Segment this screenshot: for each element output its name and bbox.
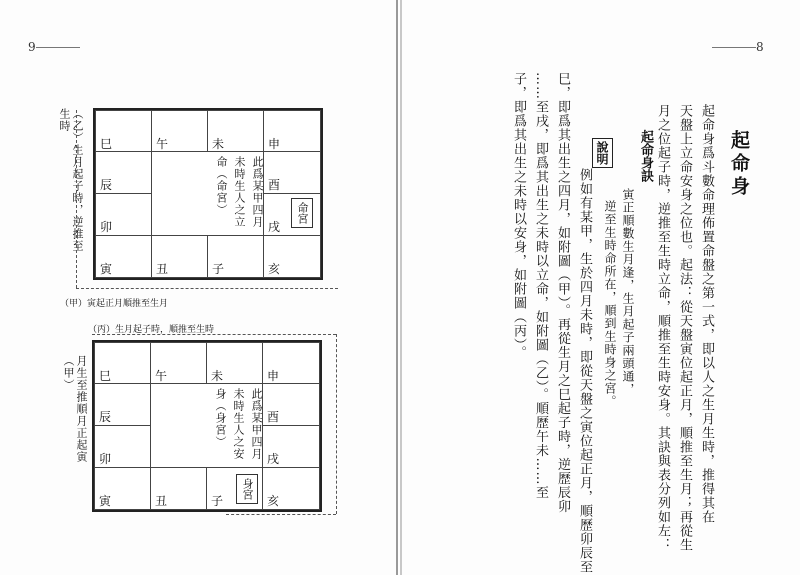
cell-zi: 子 [207, 235, 264, 278]
cell-yin: 寅 [94, 467, 151, 510]
explain-label: 說明 [592, 138, 613, 168]
para2-col2: 巳，即爲其出生之四月，如附圖（甲）。再從生月之巳起子時，逆歷辰卯 [555, 72, 570, 514]
cell-wei: 未 [207, 110, 264, 152]
top-chart-side-arrow [76, 110, 77, 288]
top-chart-note-3: 命（命宮） [215, 156, 228, 216]
cell-wu: 午 [150, 342, 207, 384]
chart-top [93, 108, 323, 280]
bottom-chart-side-caption: 月生至推順月正起寅（甲） [62, 355, 88, 463]
top-chart-note-1: 此爲某甲四月 [251, 156, 264, 228]
bottom-chart-note-2: 未時生人之安 [232, 388, 245, 460]
bottom-chart-side-arrow [336, 334, 337, 514]
bottom-chart-top-arrow [92, 334, 336, 335]
cell-mao: 卯 [94, 425, 151, 468]
cell-si: 巳 [94, 342, 151, 384]
cell-zi: 子 [206, 467, 263, 510]
verse-heading: 起命身訣 [638, 130, 653, 182]
chart-bottom [92, 340, 322, 512]
ming-gong-label: 命宮 [291, 198, 313, 228]
cell-yin: 寅 [95, 235, 152, 278]
cell-chou: 丑 [151, 235, 208, 278]
cell-xu: 戌 [262, 425, 320, 468]
bottom-chart-bottom-arrow [226, 514, 336, 515]
spine-shadow-left [396, 0, 398, 575]
bottom-chart-note-3: 身（身宮） [214, 388, 227, 448]
page-number-left: 9 [28, 40, 80, 54]
verse-line-2: 逆至生時命所在，順到生時身之宮。 [603, 200, 617, 408]
cell-hai: 亥 [262, 467, 320, 510]
bottom-chart-top-caption: （丙）生月起子時，順推至生時 [88, 325, 215, 335]
cell-you: 酉 [262, 383, 320, 426]
top-chart-bottom-arrow [76, 288, 338, 289]
cell-si: 巳 [95, 110, 152, 152]
top-chart-note-2: 未時生人之立 [233, 156, 246, 228]
page-number-right: 8 [712, 40, 764, 54]
para2-col4: 子，即爲其出生之未時以安身，如附圖（丙）。 [511, 72, 526, 360]
cell-chen: 辰 [94, 383, 151, 426]
cell-mao: 卯 [95, 193, 152, 236]
para2-col3: ……至戌，即爲其出生之未時以立命，如附圖（乙）。順歷午未……至 [533, 72, 548, 500]
cell-xu: 戌 [263, 193, 321, 236]
left-page [0, 0, 398, 575]
para1-col3: 月之位起子時，逆推至生時立命，順推至生時安身。其訣與表分列如左： [655, 104, 670, 552]
verse-line-1: 寅正順數生月逢，生月起子兩頭通， [621, 188, 635, 396]
top-chart-bottom-caption: （甲）寅起正月順推至生月 [60, 299, 169, 309]
cell-chen: 辰 [95, 151, 152, 194]
cell-you: 酉 [263, 151, 321, 194]
bottom-chart-note-1: 此爲某甲四月 [250, 388, 263, 460]
cell-wu: 午 [151, 110, 208, 152]
top-chart-side-caption: （乙）生月起子時，逆推至生時 [58, 108, 84, 252]
para1-col1: 起命身爲斗數命理佈置命盤之第一式，即以人之生月生時，推得其在 [699, 104, 714, 524]
cell-hai: 亥 [263, 235, 321, 278]
para2-col1: 例如有某甲，生於四月未時，即從天盤之寅位起正月，順歷卯辰至 [577, 168, 592, 574]
cell-shen: 申 [263, 110, 321, 152]
right-page [402, 0, 800, 575]
cell-shen: 申 [262, 342, 320, 384]
para1-col2: 天盤上立命安身之位也。起法：從天盤寅位起正月，順推至生月；再從生 [677, 104, 692, 552]
chapter-title: 起命身 [728, 130, 750, 199]
shen-gong-label: 身宮 [236, 474, 258, 504]
cell-wei: 未 [206, 342, 263, 384]
cell-chou: 丑 [150, 467, 207, 510]
